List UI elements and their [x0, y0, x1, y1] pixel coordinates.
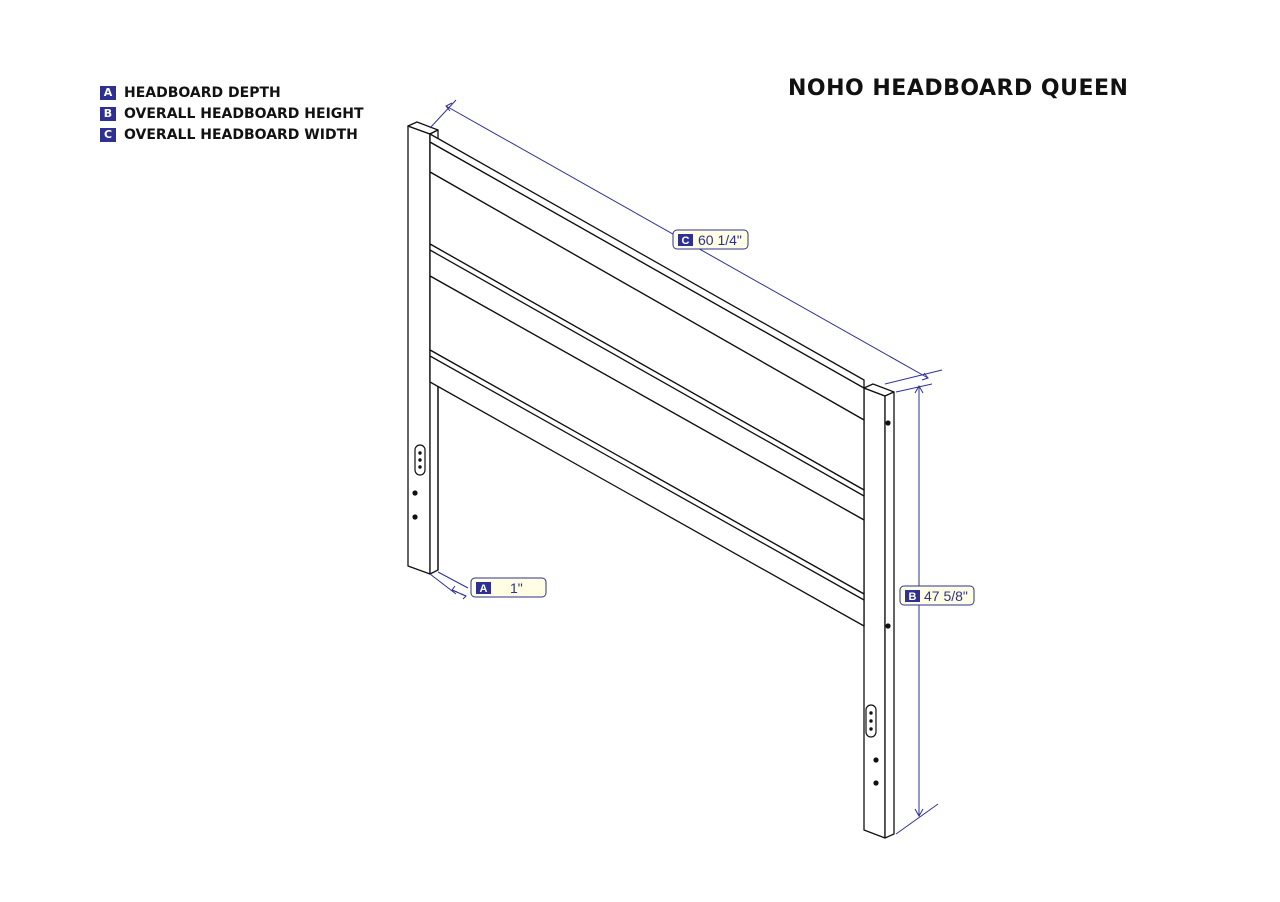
legend-badge-b: B	[100, 107, 116, 121]
diagram-title: NOHO HEADBOARD QUEEN	[788, 76, 1129, 101]
dimension-key-c: C	[681, 235, 690, 247]
dimension-label-a	[471, 578, 546, 597]
legend-badge-c: C	[100, 128, 116, 142]
hole-right-2	[873, 780, 878, 785]
dimension-key-a: A	[479, 583, 488, 595]
legend-label-a: HEADBOARD DEPTH	[124, 84, 281, 101]
hole-right-top	[885, 420, 890, 425]
dimension-value-b: 47 5/8"	[924, 588, 968, 604]
dimension-line-a	[430, 572, 468, 599]
dimension-label-b	[900, 586, 974, 605]
legend-label-b: OVERALL HEADBOARD HEIGHT	[124, 105, 364, 122]
dimension-label-c	[673, 230, 748, 249]
legend-badge-a: A	[100, 86, 116, 100]
legend-label-c: OVERALL HEADBOARD WIDTH	[124, 126, 358, 143]
dimension-value-c: 60 1/4"	[698, 232, 742, 248]
hole-right-mid	[885, 623, 890, 628]
right-leg	[864, 384, 894, 838]
hole-left-1	[412, 490, 417, 495]
dimension-key-b: B	[908, 591, 917, 603]
hole-right-1	[873, 757, 878, 762]
hole-left-2	[412, 514, 417, 519]
dimension-line-b	[896, 384, 938, 834]
dimension-value-a: 1"	[510, 580, 523, 596]
